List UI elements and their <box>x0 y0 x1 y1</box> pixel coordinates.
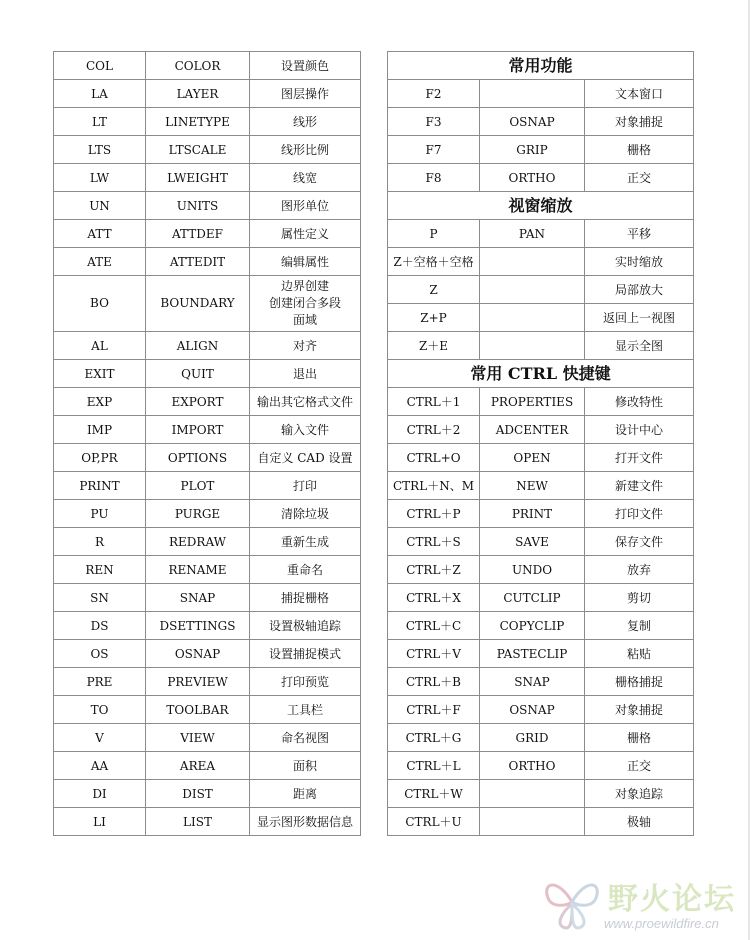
command-alias-cell: CTRL＋P <box>388 500 480 528</box>
table-row <box>388 304 694 332</box>
description-cell: 复制 <box>585 612 694 640</box>
command-name-cell: OSNAP <box>480 108 585 136</box>
table-row <box>388 108 694 136</box>
description-cell: 重命名 <box>250 556 361 584</box>
command-name-cell <box>480 80 585 108</box>
description-cell: 清除垃圾 <box>250 500 361 528</box>
table-row <box>388 136 694 164</box>
description-cell: 边界创建 创建闭合多段 面域 <box>250 276 361 332</box>
command-name-cell: ALIGN <box>146 332 250 360</box>
command-alias-cell: CTRL＋B <box>388 668 480 696</box>
description-cell: 对象捕捉 <box>585 108 694 136</box>
description-cell: 设计中心 <box>585 416 694 444</box>
command-alias-cell: F3 <box>388 108 480 136</box>
command-alias-cell: Z＋空格＋空格 <box>388 248 480 276</box>
command-name-cell: UNDO <box>480 556 585 584</box>
command-name-cell: TOOLBAR <box>146 696 250 724</box>
description-cell: 设置极轴追踪 <box>250 612 361 640</box>
command-name-cell: GRIP <box>480 136 585 164</box>
description-cell: 图形单位 <box>250 192 361 220</box>
description-cell: 打印文件 <box>585 500 694 528</box>
command-alias-cell: EXIT <box>54 360 146 388</box>
table-row <box>54 472 361 500</box>
watermark-url: www.proewildfire.cn <box>604 916 719 931</box>
command-name-cell: BOUNDARY <box>146 276 250 332</box>
command-name-cell <box>480 248 585 276</box>
command-name-cell: EXPORT <box>146 388 250 416</box>
description-cell: 修改特性 <box>585 388 694 416</box>
description-cell: 对象追踪 <box>585 780 694 808</box>
description-cell: 面积 <box>250 752 361 780</box>
table-row <box>388 332 694 360</box>
description-cell: 对齐 <box>250 332 361 360</box>
section-title: 视窗缩放 <box>388 192 694 220</box>
description-cell: 捕捉栅格 <box>250 584 361 612</box>
command-alias-cell: Z+P <box>388 304 480 332</box>
command-name-cell: AREA <box>146 752 250 780</box>
table-row <box>54 108 361 136</box>
table-row <box>388 808 694 836</box>
description-cell: 保存文件 <box>585 528 694 556</box>
table-row <box>54 416 361 444</box>
table-row <box>54 80 361 108</box>
command-name-cell: PREVIEW <box>146 668 250 696</box>
description-cell: 栅格 <box>585 136 694 164</box>
command-name-cell: PURGE <box>146 500 250 528</box>
description-cell: 新建文件 <box>585 472 694 500</box>
description-cell: 显示图形数据信息 <box>250 808 361 836</box>
table-row <box>54 612 361 640</box>
command-name-cell <box>480 332 585 360</box>
description-cell: 返回上一视图 <box>585 304 694 332</box>
description-cell: 输入文件 <box>250 416 361 444</box>
watermark-title: 野火论坛 <box>608 882 736 917</box>
command-name-cell: OSNAP <box>480 696 585 724</box>
command-alias-cell: REN <box>54 556 146 584</box>
table-row <box>388 220 694 248</box>
command-alias-cell: CTRL＋2 <box>388 416 480 444</box>
command-alias-cell: Z <box>388 276 480 304</box>
command-name-cell: ORTHO <box>480 164 585 192</box>
command-alias-cell: CTRL＋F <box>388 696 480 724</box>
description-cell: 对象捕捉 <box>585 696 694 724</box>
table-row <box>388 696 694 724</box>
command-alias-cell: CTRL＋1 <box>388 388 480 416</box>
table-row <box>388 472 694 500</box>
table-row <box>54 780 361 808</box>
description-cell: 命名视图 <box>250 724 361 752</box>
command-name-cell: ATTDEF <box>146 220 250 248</box>
table-row <box>54 556 361 584</box>
table-row <box>388 276 694 304</box>
command-name-cell: LINETYPE <box>146 108 250 136</box>
command-name-cell: ORTHO <box>480 752 585 780</box>
description-cell: 设置捕捉模式 <box>250 640 361 668</box>
table-row <box>388 556 694 584</box>
description-cell: 属性定义 <box>250 220 361 248</box>
table-row <box>54 360 361 388</box>
command-alias-cell: LW <box>54 164 146 192</box>
command-alias-cell: COL <box>54 52 146 80</box>
command-alias-cell: PRINT <box>54 472 146 500</box>
description-cell: 编辑属性 <box>250 248 361 276</box>
command-alias-cell: PRE <box>54 668 146 696</box>
description-cell: 重新生成 <box>250 528 361 556</box>
section-title: 常用功能 <box>388 52 694 80</box>
command-alias-cell: UN <box>54 192 146 220</box>
command-alias-cell: AL <box>54 332 146 360</box>
table-row <box>388 584 694 612</box>
command-alias-cell: TO <box>54 696 146 724</box>
command-alias-cell: CTRL＋L <box>388 752 480 780</box>
command-name-cell: SNAP <box>146 584 250 612</box>
command-alias-cell: IMP <box>54 416 146 444</box>
description-cell: 输出其它格式文件 <box>250 388 361 416</box>
description-cell: 退出 <box>250 360 361 388</box>
table-row <box>388 612 694 640</box>
command-alias-cell: LT <box>54 108 146 136</box>
table-row <box>54 724 361 752</box>
table-row <box>54 388 361 416</box>
command-alias-cell: CTRL＋V <box>388 640 480 668</box>
command-name-cell <box>480 780 585 808</box>
command-name-cell <box>480 276 585 304</box>
description-cell: 剪切 <box>585 584 694 612</box>
command-name-cell <box>480 304 585 332</box>
description-cell: 图层操作 <box>250 80 361 108</box>
description-cell: 平移 <box>585 220 694 248</box>
command-name-cell: QUIT <box>146 360 250 388</box>
command-alias-cell: ATE <box>54 248 146 276</box>
description-cell: 粘贴 <box>585 640 694 668</box>
table-row <box>54 52 361 80</box>
description-cell: 实时缩放 <box>585 248 694 276</box>
description-cell: 正交 <box>585 164 694 192</box>
command-alias-cell: CTRL＋Z <box>388 556 480 584</box>
description-cell: 打印预览 <box>250 668 361 696</box>
command-name-cell: CUTCLIP <box>480 584 585 612</box>
description-cell: 工具栏 <box>250 696 361 724</box>
command-alias-cell: F2 <box>388 80 480 108</box>
command-name-cell: RENAME <box>146 556 250 584</box>
table-row <box>388 444 694 472</box>
description-cell: 打印 <box>250 472 361 500</box>
section-header-row <box>388 52 694 80</box>
description-cell: 局部放大 <box>585 276 694 304</box>
table-row <box>54 696 361 724</box>
command-name-cell: DIST <box>146 780 250 808</box>
command-name-cell: COLOR <box>146 52 250 80</box>
command-alias-cell: DI <box>54 780 146 808</box>
table-row <box>54 752 361 780</box>
table-row <box>388 528 694 556</box>
description-cell: 线形比例 <box>250 136 361 164</box>
description-cell: 极轴 <box>585 808 694 836</box>
command-alias-cell: BO <box>54 276 146 332</box>
description-cell: 线形 <box>250 108 361 136</box>
command-alias-cell: DS <box>54 612 146 640</box>
table-row <box>54 444 361 472</box>
command-name-cell: PASTECLIP <box>480 640 585 668</box>
butterfly-icon <box>540 872 604 934</box>
command-alias-cell: P <box>388 220 480 248</box>
table-row <box>54 500 361 528</box>
command-alias-cell: F7 <box>388 136 480 164</box>
command-alias-cell: AA <box>54 752 146 780</box>
command-name-cell: SAVE <box>480 528 585 556</box>
command-name-cell: PLOT <box>146 472 250 500</box>
command-alias-cell: PU <box>54 500 146 528</box>
command-name-cell: UNITS <box>146 192 250 220</box>
table-row <box>54 248 361 276</box>
command-alias-cell: F8 <box>388 164 480 192</box>
description-cell: 文本窗口 <box>585 80 694 108</box>
command-alias-cell: EXP <box>54 388 146 416</box>
table-row <box>388 640 694 668</box>
description-cell: 显示全图 <box>585 332 694 360</box>
command-alias-cell: ATT <box>54 220 146 248</box>
command-name-cell: LWEIGHT <box>146 164 250 192</box>
command-alias-cell: LTS <box>54 136 146 164</box>
table-row <box>54 192 361 220</box>
description-cell: 栅格捕捉 <box>585 668 694 696</box>
description-cell: 距离 <box>250 780 361 808</box>
command-name-cell: DSETTINGS <box>146 612 250 640</box>
command-name-cell: OPTIONS <box>146 444 250 472</box>
description-cell: 线宽 <box>250 164 361 192</box>
command-name-cell: LIST <box>146 808 250 836</box>
command-alias-cell: Z＋E <box>388 332 480 360</box>
command-alias-cell: SN <box>54 584 146 612</box>
section-title: 常用 CTRL 快捷键 <box>388 360 694 388</box>
command-name-cell: PROPERTIES <box>480 388 585 416</box>
command-alias-cell: CTRL＋S <box>388 528 480 556</box>
command-name-cell: LAYER <box>146 80 250 108</box>
table-row <box>388 752 694 780</box>
left-shortcut-table <box>53 51 361 836</box>
command-name-cell: COPYCLIP <box>480 612 585 640</box>
section-header-row <box>388 360 694 388</box>
command-name-cell: NEW <box>480 472 585 500</box>
description-cell: 打开文件 <box>585 444 694 472</box>
command-alias-cell: OS <box>54 640 146 668</box>
table-row <box>54 220 361 248</box>
table-row <box>388 668 694 696</box>
description-cell: 放弃 <box>585 556 694 584</box>
table-row <box>54 332 361 360</box>
command-name-cell: PAN <box>480 220 585 248</box>
table-row <box>388 80 694 108</box>
table-row <box>388 780 694 808</box>
command-alias-cell: R <box>54 528 146 556</box>
command-name-cell: ADCENTER <box>480 416 585 444</box>
table-row <box>388 724 694 752</box>
table-row <box>54 808 361 836</box>
table-row <box>388 416 694 444</box>
description-cell: 自定义 CAD 设置 <box>250 444 361 472</box>
command-name-cell: GRID <box>480 724 585 752</box>
table-row <box>388 248 694 276</box>
command-name-cell: OSNAP <box>146 640 250 668</box>
table-row <box>388 388 694 416</box>
command-alias-cell: CTRL＋W <box>388 780 480 808</box>
command-alias-cell: V <box>54 724 146 752</box>
section-header-row <box>388 192 694 220</box>
command-alias-cell: CTRL＋G <box>388 724 480 752</box>
command-name-cell: REDRAW <box>146 528 250 556</box>
table-row <box>54 136 361 164</box>
command-alias-cell: CTRL＋U <box>388 808 480 836</box>
table-row <box>54 276 361 332</box>
command-name-cell: IMPORT <box>146 416 250 444</box>
command-name-cell: PRINT <box>480 500 585 528</box>
command-alias-cell: OP,PR <box>54 444 146 472</box>
command-alias-cell: CTRL+O <box>388 444 480 472</box>
description-cell: 栅格 <box>585 724 694 752</box>
table-row <box>54 640 361 668</box>
table-row <box>54 164 361 192</box>
command-alias-cell: LA <box>54 80 146 108</box>
table-row <box>54 668 361 696</box>
table-row <box>388 164 694 192</box>
table-row <box>54 528 361 556</box>
table-row <box>54 584 361 612</box>
command-name-cell: SNAP <box>480 668 585 696</box>
command-alias-cell: CTRL＋X <box>388 584 480 612</box>
right-shortcut-table <box>387 51 694 836</box>
command-alias-cell: LI <box>54 808 146 836</box>
command-name-cell: OPEN <box>480 444 585 472</box>
watermark <box>540 872 745 934</box>
command-name-cell: VIEW <box>146 724 250 752</box>
command-name-cell <box>480 808 585 836</box>
command-alias-cell: CTRL＋N、M <box>388 472 480 500</box>
description-cell: 设置颜色 <box>250 52 361 80</box>
command-alias-cell: CTRL＋C <box>388 612 480 640</box>
command-name-cell: ATTEDIT <box>146 248 250 276</box>
table-row <box>388 500 694 528</box>
description-cell: 正交 <box>585 752 694 780</box>
command-name-cell: LTSCALE <box>146 136 250 164</box>
